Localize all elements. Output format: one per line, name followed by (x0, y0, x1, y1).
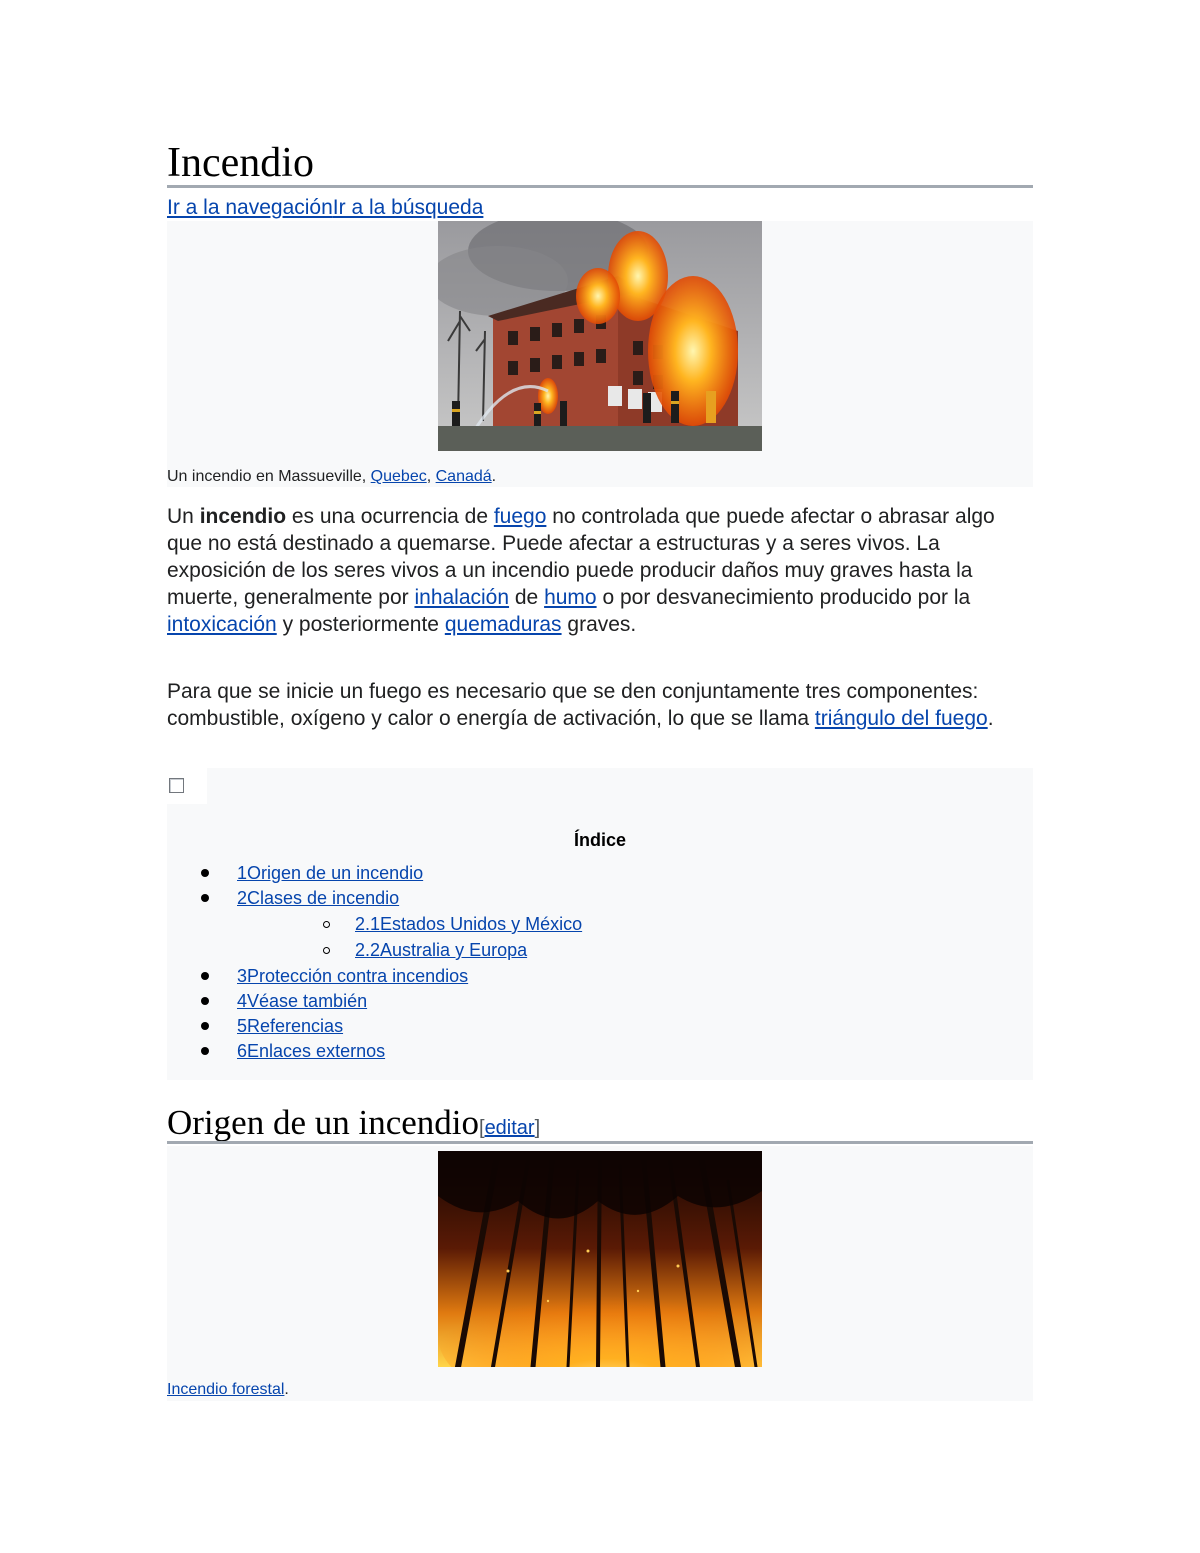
text-span: no controlada que puede afectar o abrasar algo que no está destinado a quemarse. Puede afectar a estructuras y a seres vivos. La exposición de los seres vivos a un incendio puede producir daños muy graves hasta la muerte, generalmente por (167, 505, 995, 609)
toc-num: 4 (237, 991, 248, 1011)
section-heading-text: Origen de un incendio (167, 1103, 479, 1142)
toc-num: 2.2 (355, 940, 381, 960)
toc-item-2-2[interactable] (355, 939, 527, 961)
quebec-link[interactable]: Quebec (370, 468, 427, 485)
section-rule (167, 1141, 1033, 1144)
inhalacion-link[interactable]: inhalación (414, 586, 510, 609)
humo-link[interactable]: humo (544, 586, 597, 609)
edit-section (479, 1117, 540, 1139)
toc-num: 5 (237, 1016, 248, 1036)
jump-to-navigation-link[interactable]: Ir a la navegación (167, 196, 333, 219)
toc-num: 3 (237, 966, 248, 986)
caption-separator: , (426, 468, 436, 485)
text-span: graves. (561, 613, 637, 636)
burning-building-photo[interactable] (438, 221, 762, 451)
figure-caption (167, 1380, 289, 1400)
toc-toggle (167, 768, 207, 804)
intro-paragraph-1 (167, 503, 1033, 638)
edit-section-link[interactable]: editar (484, 1117, 535, 1139)
caption-text: Un incendio en Massueville, (167, 468, 371, 485)
toc-toggle-checkbox[interactable] (169, 778, 184, 793)
toc-label: Origen de un incendio (247, 863, 424, 883)
toc-item-5[interactable] (237, 1015, 343, 1037)
thumbnail-figure (167, 221, 1033, 487)
toc-item-1[interactable] (237, 862, 423, 884)
caption-period: . (284, 1381, 289, 1398)
canada-link[interactable]: Canadá (435, 468, 492, 485)
bullet-icon (201, 1022, 209, 1030)
incendio-forestal-link[interactable]: Incendio forestal (167, 1381, 285, 1398)
toc-label: Clases de incendio (247, 888, 400, 908)
text-span: de (509, 586, 545, 609)
text-span: y posteriormente (276, 613, 445, 636)
toc-item-6[interactable] (237, 1040, 385, 1062)
intoxicacion-link[interactable]: intoxicación (167, 613, 277, 636)
toc-header-area (207, 768, 1033, 804)
text-span: Para que se inicie un fuego es necesario que se den conjuntamente tres componentes: combustible, oxígeno y calor o energía de activación, lo que se llama (167, 680, 979, 730)
circle-bullet-icon (323, 947, 330, 954)
figure-caption (167, 467, 496, 487)
toc-num: 2.1 (355, 914, 381, 934)
bullet-icon (201, 869, 209, 877)
title-rule (167, 185, 1033, 188)
toc-item-3[interactable] (237, 965, 468, 987)
toc-num: 6 (237, 1041, 248, 1061)
toc-label: Enlaces externos (247, 1041, 386, 1061)
caption-period: . (491, 468, 497, 485)
circle-bullet-icon (323, 921, 330, 928)
page-title: Incendio (167, 140, 314, 186)
triangulo-del-fuego-link[interactable]: triángulo del fuego (814, 707, 988, 730)
bold-term: incendio (199, 505, 287, 528)
toc-num: 2 (237, 888, 248, 908)
text-span: . (987, 707, 994, 730)
table-of-contents (167, 768, 1033, 1080)
text-span: o por desvanecimiento producido por la (596, 586, 971, 609)
forest-fire-photo[interactable] (438, 1151, 762, 1367)
text-span: Un (167, 505, 200, 528)
toc-list (201, 852, 1033, 1080)
toc-label: Estados Unidos y México (380, 914, 583, 934)
jump-links (167, 195, 483, 221)
bullet-icon (201, 894, 209, 902)
toc-item-2[interactable] (237, 887, 399, 909)
thumbnail-figure (167, 1146, 1033, 1401)
toc-num: 1 (237, 863, 248, 883)
toc-title: Índice (573, 830, 626, 850)
quemaduras-link[interactable]: quemaduras (444, 613, 562, 636)
toc-label: Protección contra incendios (247, 966, 469, 986)
toc-label: Referencias (247, 1016, 344, 1036)
bullet-icon (201, 1047, 209, 1055)
intro-paragraph-2 (167, 678, 1033, 732)
jump-to-search-link[interactable]: Ir a la búsqueda (332, 196, 484, 219)
fuego-link[interactable]: fuego (493, 505, 547, 528)
toc-label: Australia y Europa (380, 940, 528, 960)
bullet-icon (201, 997, 209, 1005)
edit-bracket: ] (534, 1117, 541, 1139)
edit-bracket: [ (479, 1117, 485, 1139)
toc-label: Véase también (247, 991, 368, 1011)
text-span: es una ocurrencia de (286, 505, 494, 528)
toc-item-2-1[interactable] (355, 913, 582, 935)
toc-item-4[interactable] (237, 990, 367, 1012)
bullet-icon (201, 972, 209, 980)
